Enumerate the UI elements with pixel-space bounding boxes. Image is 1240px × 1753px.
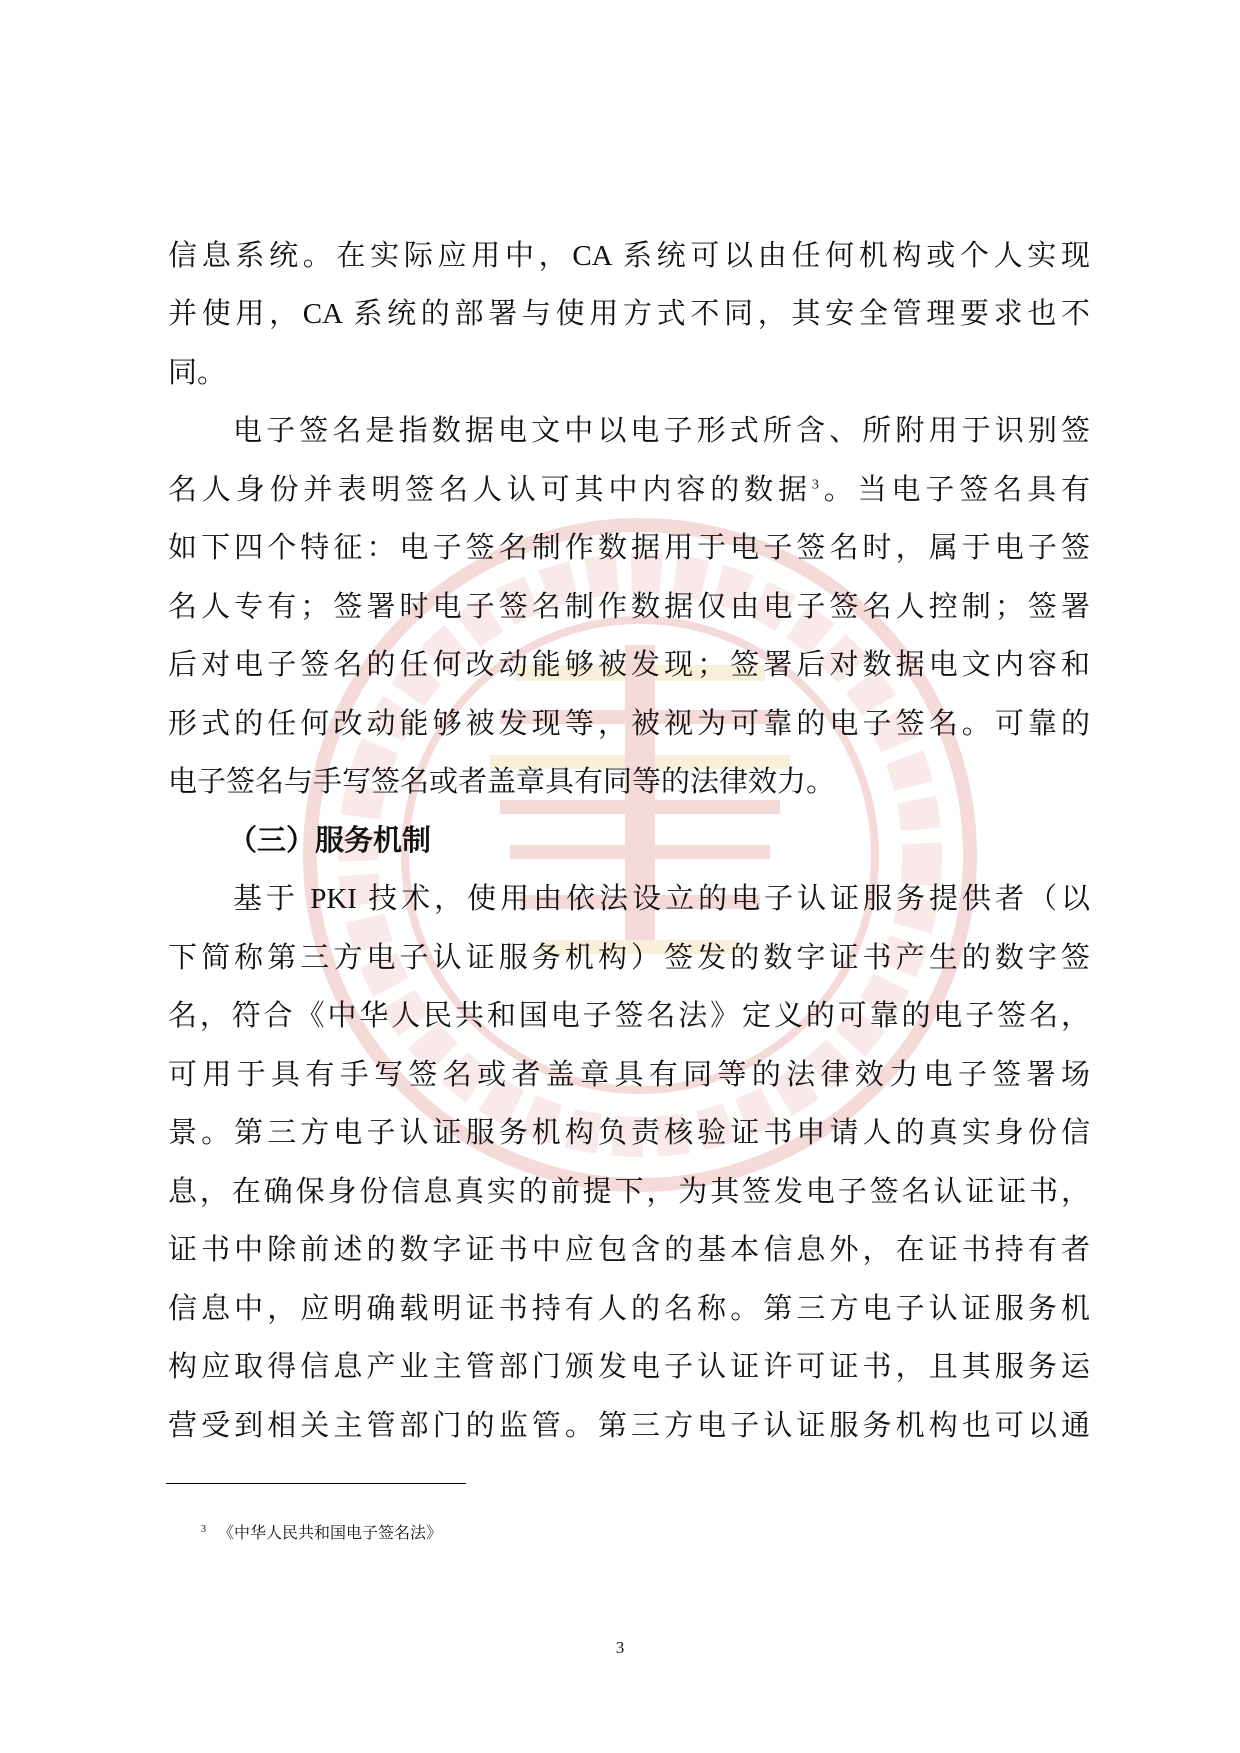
page-number: 3: [615, 1638, 625, 1657]
body-line: 下简称第三方电子认证服务机构）签发的数字证书产生的数字签: [168, 942, 1090, 974]
body-line: 可用于具有手写签名或者盖章具有同等的法律效力电子签署场: [168, 1059, 1090, 1091]
body-line: 电子签名与手写签名或者盖章具有同等的法律效力。: [168, 766, 836, 798]
body-line: [168, 470, 1090, 510]
footnote: [201, 1523, 442, 1545]
section-heading: （三）服务机制: [228, 825, 432, 857]
body-line: 形式的任何改动能够被发现等，被视为可靠的电子签名。可靠的: [168, 708, 1090, 740]
footnote-text: 《中华人民共和国电子签名法》: [218, 1525, 443, 1542]
footnote-reference[interactable]: 3: [811, 477, 819, 493]
footnote-number: 3: [201, 1523, 206, 1535]
body-line: 信息中，应明确载明证书持有人的名称。第三方电子认证服务机: [168, 1293, 1090, 1325]
body-line: 同。: [168, 357, 227, 389]
body-line: 营受到相关主管部门的监管。第三方电子认证服务机构也可以通: [168, 1410, 1090, 1442]
body-line: 名，符合《中华人民共和国电子签名法》定义的可靠的电子签名，: [168, 1000, 1090, 1032]
body-line: 后对电子签名的任何改动能够被发现；签署后对数据电文内容和: [168, 649, 1090, 681]
body-line: 证书中除前述的数字证书中应包含的基本信息外，在证书持有者: [168, 1234, 1090, 1266]
body-line: 信息系统。在实际应用中，CA 系统可以由任何机构或个人实现: [168, 240, 1090, 272]
body-line-text: 名人身份并表明签名人认可其中内容的数据: [168, 474, 812, 506]
body-line: 景。第三方电子认证服务机构负责核验证书申请人的真实身份信: [168, 1117, 1090, 1149]
body-line: 并使用，CA 系统的部署与使用方式不同，其安全管理要求也不: [168, 298, 1090, 330]
body-line: 息，在确保身份信息真实的前提下，为其签发电子签名认证证书，: [168, 1176, 1090, 1208]
body-line: 名人专有；签署时电子签名制作数据仅由电子签名人控制；签署: [168, 591, 1090, 623]
body-line: 如下四个特征：电子签名制作数据用于电子签名时，属于电子签: [168, 532, 1090, 564]
body-line: 构应取得信息产业主管部门颁发电子认证许可证书，且其服务运: [168, 1351, 1090, 1383]
body-line: 基于 PKI 技术，使用由依法设立的电子认证服务提供者（以: [233, 883, 1090, 915]
footnote-separator: [166, 1483, 466, 1484]
body-line: 电子签名是指数据电文中以电子形式所含、所附用于识别签: [233, 415, 1090, 447]
body-line-text: 。当电子签名具有: [818, 474, 1090, 506]
